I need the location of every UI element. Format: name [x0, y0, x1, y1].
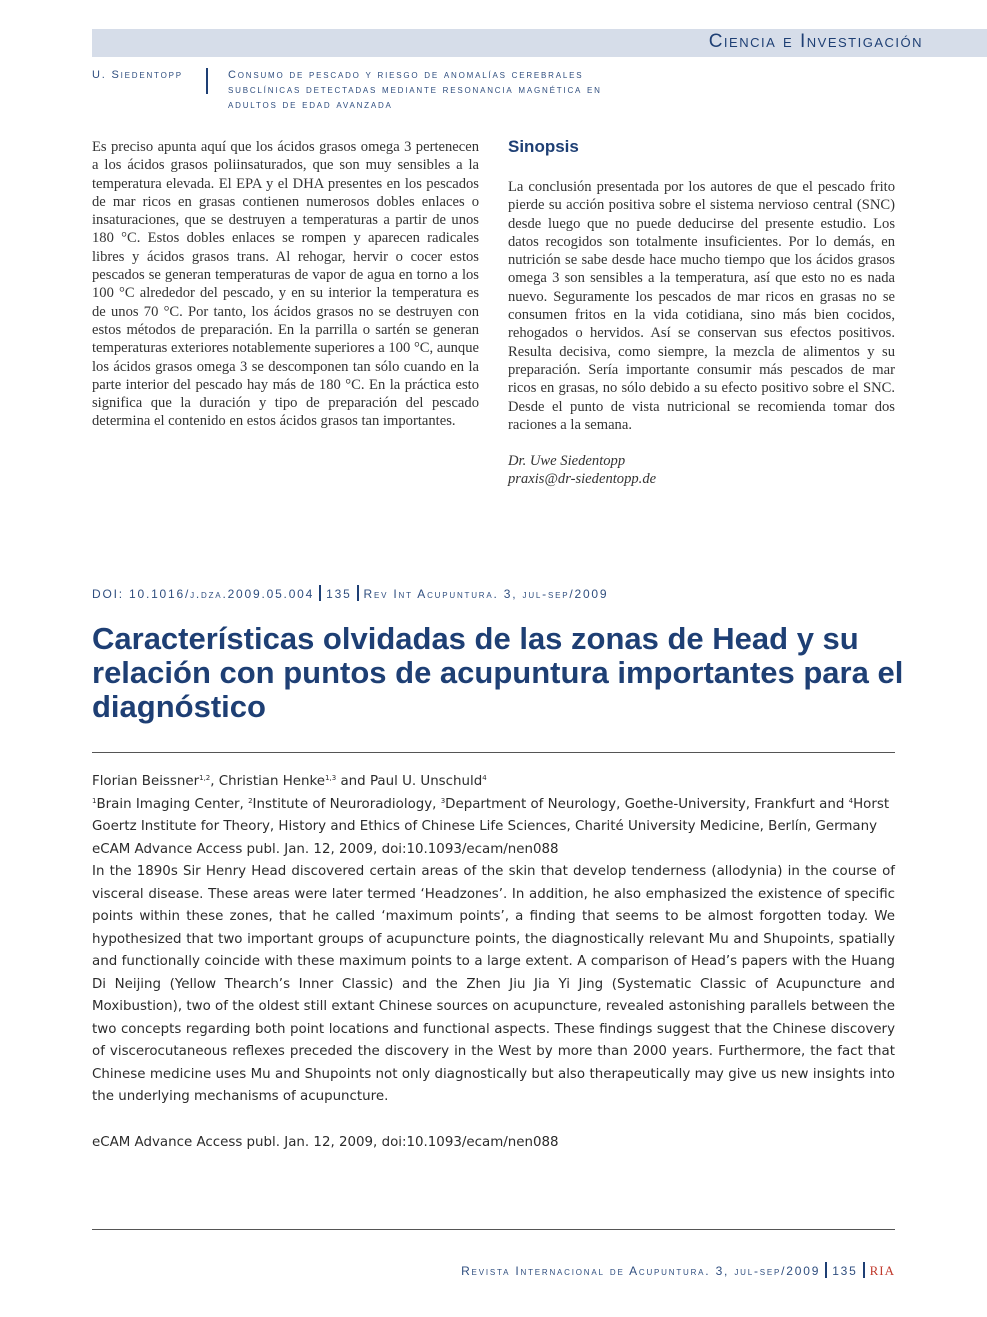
article-page: 135: [326, 587, 352, 601]
citation-repeat: eCAM Advance Access publ. Jan. 12, 2009, doi:10.1093/ecam/nen088: [92, 1135, 559, 1150]
divider: [319, 585, 321, 601]
affiliation: Institute of Neuroradiology,: [252, 796, 441, 812]
running-head-author: U. Siedentopp: [92, 69, 183, 81]
author-name: Paul U. Unschuld: [369, 774, 483, 789]
signature: [508, 452, 895, 489]
sinopsis-heading: Sinopsis: [508, 137, 579, 156]
citation: eCAM Advance Access publ. Jan. 12, 2009, doi:10.1093/ecam/nen088: [92, 841, 559, 857]
section-title: Ciencia e Investigación: [708, 31, 923, 52]
authors: Florian Beissner$^{1,2}$, Christian Henke$^{1,3}$ and Paul U. Unschuld$^4$: [92, 774, 487, 789]
affiliations: [92, 794, 895, 839]
affiliation: Department of Neurology, Goethe-University, Frankfurt and: [445, 796, 849, 812]
author-name: Florian Beissner: [92, 774, 200, 789]
title-rule: [92, 752, 895, 753]
divider: [825, 1262, 827, 1278]
divider: [357, 585, 359, 601]
footer-page: 135: [832, 1264, 858, 1278]
affiliation: Horst Goertz Institute for Theory, History and Ethics of Chinese Life Sciences, Charité University Medicine, Berlín, Germany: [92, 796, 890, 834]
sinopsis-text: La conclusión presentada por los autores de que el pescado frito pierde su acción positiva sobre el sistema nervioso central (SNC) desde luego que no puede deducirse del presente estudio. Los datos recogidos son totalmente insuficientes. Por lo demás, en nutrición se sabe desde hace mucho tiempo que los ácidos grasos omega 3 son sensibles a la temperatura, así que esto no es nada nuevo. Seguramente los pescados de mar ricos en grasas no se consumen fritos en la vida cotidiana, sino más bien cocidos, rehogados o hervidos. Así se conservan sus efectos positivos. Resulta decisiva, como siempre, la mezcla de alimentos y su preparación. Sería importante consumir más pescados de mar ricos en grasas, no sólo debido a su efecto positivo sobre el SNC. Desde el punto de vista nutricional se recomienda tomar dos raciones a la semana.: [508, 179, 895, 433]
author-sup: 4: [482, 774, 487, 782]
affiliation-sup: 2: [248, 796, 253, 805]
doi-line: [92, 585, 608, 601]
author-name: Christian Henke: [218, 774, 326, 789]
signature-name: Dr. Uwe Siedentopp: [508, 453, 626, 470]
ria-logo: RIA: [869, 1263, 895, 1278]
author-conjunction: and: [340, 774, 366, 789]
affiliation-sup: 3: [440, 796, 446, 805]
running-head-title: Consumo de pescado y riesgo de anomalías cerebrales subclínicas detectadas mediante resonancia magnética en adultos de edad avanzada: [228, 69, 602, 111]
signature-email[interactable]: praxis@dr-siedentopp.de: [508, 471, 657, 488]
left-column-text: Es preciso apunta aquí que los ácidos grasos omega 3 pertenecen a los ácidos grasos poliinsaturados, que son muy sensibles a la temperatura elevada. El EPA y el DHA presentes en los pescados de mar ricos en grasas contienen numerosos dobles enlaces o insaturaciones, que se destruyen a temperaturas a partir de unos 180 °C. Estos dobles enlaces se rompen y aparecen radicales libres y ácidos grasos trans. Al rehogar, hervir o cocer estos pescados se generan temperaturas de vapor de agua en torno a los 100 °C alrededor del pescado, y en su interior la temperatura es de unos 70 °C. Por tanto, los ácidos grasos no se destruyen con estos métodos de preparación. En la parrilla o sartén se generan temperaturas exteriores notablemente superiores a 100 °C, aunque los ácidos grasos omega 3 se descomponen tan sólo cuando en la parte interior del pescado hay más de 180 °C. En la práctica esto significa que la duración y tipo de preparación del pescado determina el contenido en estos ácidos grasos tan importantes.: [92, 139, 479, 430]
affiliation-sup: 1: [92, 796, 97, 805]
abstract-block: [92, 771, 895, 1109]
affiliation: Brain Imaging Center,: [96, 796, 249, 812]
abstract-text: In the 1890s Sir Henry Head discovered certain areas of the skin that develop tenderness (allodynia) in the course of visceral disease. These areas were later termed ‘Headzones’. In addition, he also emphasized the existence of specific points within these zones, that he called ‘maximum points’, a finding that seems to be almost forgotten today. We hypothesized that two important groups of acupuncture points, the diagnostically relevant Mu and Shupoints, spatially and functionally coincide with these maximum points to a large extent. A comparison of Head’s papers with the Huang Di Neijing (Yellow Thearch’s Inner Classic) and the Zhen Jiu Jia Yi Jing (Systematic Classic of Acupuncture and Moxibustion), two of the oldest still extant Chinese sources on acupuncture, revealed astonishing parallels between the two concepts regarding both point locations and functional aspects. These findings suggest that the Chinese discovery of viscerocutaneous reflexes preceded the discovery in the West by more than 2000 years. Furthermore, the fact that Chinese medicine uses Mu and Shupoints not only diagnostically but also therapeutically may give us new insights into the underlying mechanisms of acupuncture.: [92, 864, 895, 1104]
running-head-divider: [206, 68, 208, 94]
author-sup: 1,2: [199, 774, 211, 782]
footer-rule: [92, 1229, 895, 1230]
divider: [863, 1262, 865, 1278]
affiliation-sup: 4: [848, 796, 854, 805]
doi[interactable]: DOI: 10.1016/j.dza.2009.05.004: [92, 587, 315, 601]
journal-ref: Rev Int Acupuntura. 3, jul-sep/2009: [363, 587, 609, 601]
sinopsis-column: [508, 136, 895, 489]
article-title: Características olvidadas de las zonas de Head y su relación con puntos de acupuntura importantes para el diagnóstico: [92, 621, 904, 724]
footer: [461, 1262, 895, 1279]
footer-journal: Revista Internacional de Acupuntura. 3, jul-sep/2009: [461, 1264, 821, 1278]
author-sup: 1,3: [325, 774, 337, 782]
